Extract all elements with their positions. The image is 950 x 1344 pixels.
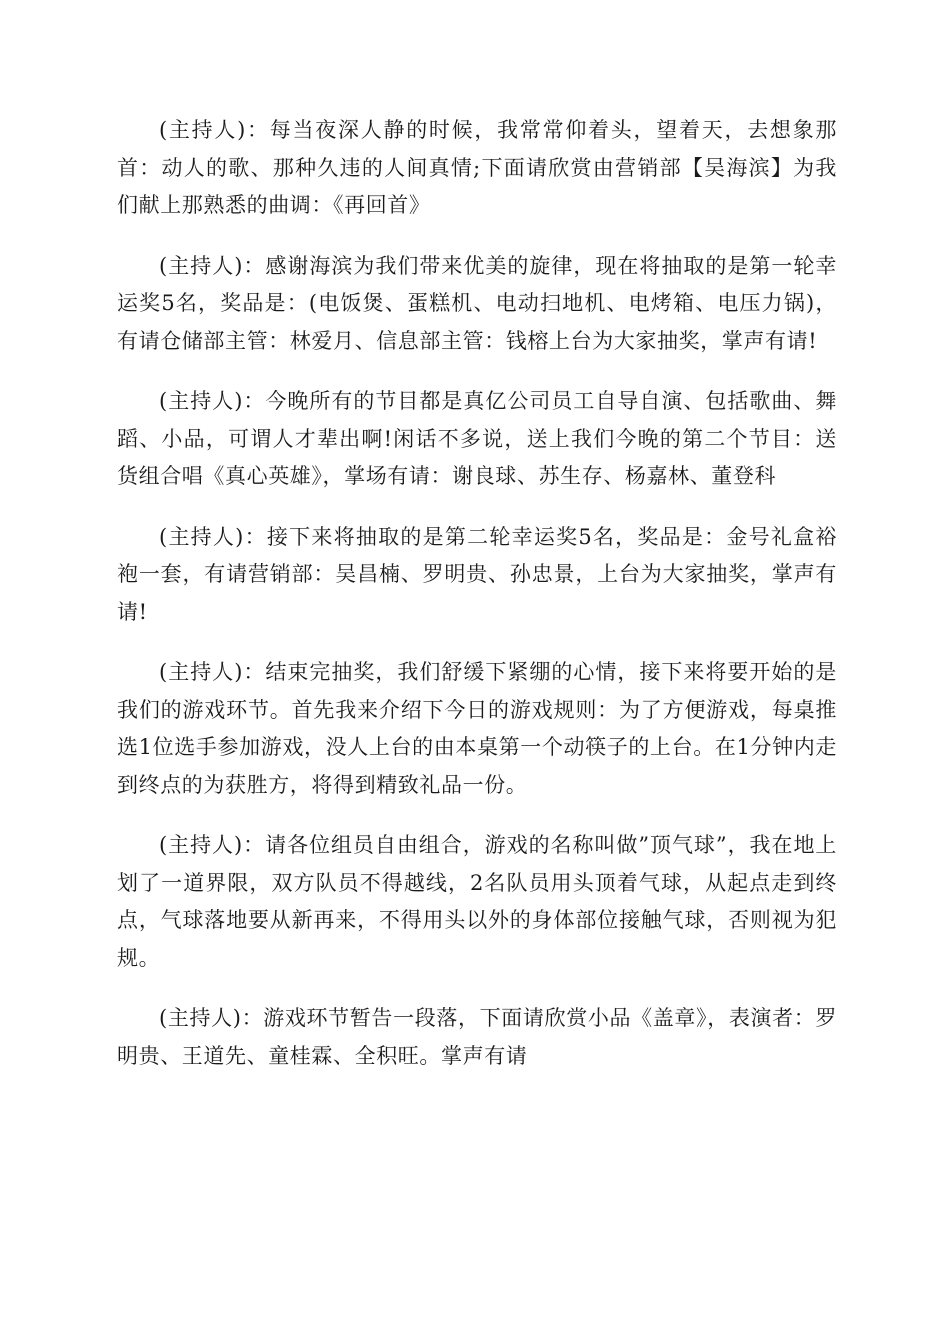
host-paragraph-2: (主持人)：感谢海滨为我们带来优美的旋律，现在将抽取的是第一轮幸运奖5名，奖品是：(电饭煲、蛋糕机、电动扫地机、电烤箱、电压力锅)，有请仓储部主管：林爱月、信息部主管：钱榕上台为大家抽奖，掌声有请! [117,253,837,353]
host-paragraph-1: (主持人)：每当夜深人静的时候，我常常仰着头，望着天，去想象那首：动人的歌、那种久违的人间真情;下面请欣赏由营销部【吴海滨】为我们献上那熟悉的曲调：《再回首》 [117,118,837,217]
host-paragraph-4: (主持人)：接下来将抽取的是第二轮幸运奖5名，奖品是：金号礼盒裕袍一套，有请营销部：吴昌楠、罗明贵、孙忠景，上台为大家抽奖，掌声有请! [117,524,837,624]
host-paragraph-5: (主持人)：结束完抽奖，我们舒缓下紧绷的心情，接下来将要开始的是我们的游戏环节。首先我来介绍下今日的游戏规则：为了方便游戏，每桌推选1位选手参加游戏，没人上台的由本桌第一个动筷子的上台。在1分钟内走到终点的为获胜方，将得到精致礼品一份。 [117,660,837,797]
host-paragraph-3: (主持人)：今晚所有的节目都是真亿公司员工自导自演、包括歌曲、舞蹈、小品，可谓人才辈出啊!闲话不多说，送上我们今晚的第二个节目：送货组合唱《真心英雄》，掌场有请：谢良球、苏生存、杨嘉林、董登科 [117,389,837,488]
document-body [117,112,837,1098]
host-paragraph-6: (主持人)：请各位组员自由组合，游戏的名称叫做”顶气球”，我在地上划了一道界限，双方队员不得越线，2名队员用头顶着气球，从起点走到终点，气球落地要从新再来，不得用头以外的身体部位接触气球，否则视为犯规。 [117,833,837,970]
host-paragraph-7: (主持人)：游戏环节暂告一段落，下面请欣赏小品《盖章》，表演者：罗明贵、王道先、童桂霖、全积旺。掌声有请 [117,1006,837,1068]
